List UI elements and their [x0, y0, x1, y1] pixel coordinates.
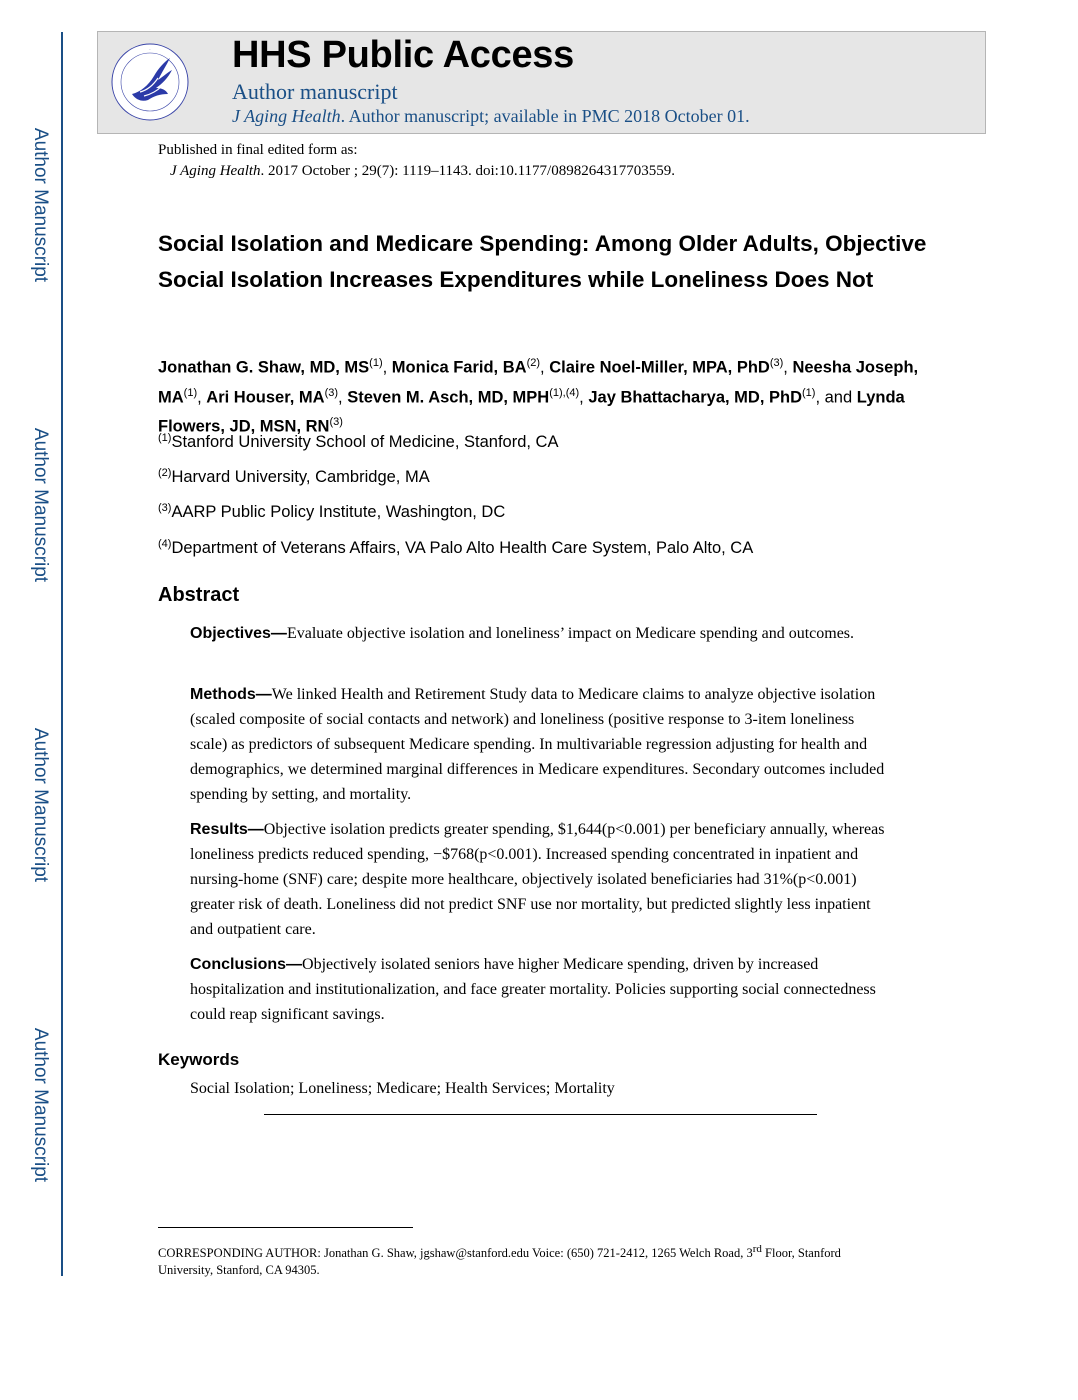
affiliation-2: $^{(2)}$Harvard University, Cambridge, MA — [158, 467, 430, 486]
author-name: Jay Bhattacharya, MD, PhD — [588, 388, 802, 406]
footnote-divider — [158, 1227, 413, 1228]
author-name: Jonathan G. Shaw, MD, MS — [158, 358, 370, 377]
published-citation: J Aging Health. 2017 October ; 29(7): 1119–1143. doi:10.1177/0898264317703559. — [170, 163, 675, 179]
author-separator: , — [338, 388, 348, 406]
author-affiliation-ref: (3) — [329, 416, 343, 428]
author-separator: , — [540, 358, 550, 377]
author-name: Ari Houser, MA — [206, 388, 325, 406]
author-name: Steven M. Asch, MD, MPH — [347, 388, 550, 406]
author-affiliation-ref: (1) — [183, 386, 198, 399]
author-list — [158, 351, 928, 440]
author-separator: , — [382, 358, 392, 377]
hhs-eagle-logo — [110, 42, 190, 122]
journal-availability: J Aging Health. Author manuscript; available in PMC 2018 October 01. — [232, 106, 750, 126]
side-label-3: Author Manuscript — [30, 727, 51, 883]
published-info — [158, 140, 675, 182]
side-label-4: Author Manuscript — [30, 1027, 51, 1183]
side-label-1: Author Manuscript — [30, 127, 51, 283]
abstract-objectives: Objectives—Evaluate objective isolation and loneliness’ impact on Medicare spending and outcomes. — [190, 625, 855, 642]
svg-text:·: · — [149, 48, 151, 53]
author-name: Monica Farid, BA — [391, 358, 527, 377]
author-affiliation-ref: (3) — [324, 386, 339, 399]
published-label: Published in final edited form as: — [158, 142, 358, 158]
author-affiliation-ref: (2) — [526, 357, 541, 369]
affiliation-3: $^{(3)}$AARP Public Policy Institute, Washington, DC — [158, 502, 506, 521]
corresponding-author-footnote: CORRESPONDING AUTHOR: Jonathan G. Shaw, jgshaw@stanford.edu Voice: (650) 721-2412, 1265 Welch Road, 3rd Floor, Stanford University, Stanford, CA 94305. — [158, 1243, 841, 1278]
abstract-results: Results—Objective isolation predicts greater spending, $1,644(p<0.001) per beneficiary annually, whereas loneliness predicts reduced spending, −$768(p<0.001). Increased spending concentrated in inpatient and nursing-home (SNF) care; despite more healthcare, objectively isolated beneficiaries had 31%(p<0.001) greater risk of death. Loneliness did not predict SNF use nor mortality, but predicted slightly less inpatient and outpatient care. — [190, 821, 885, 938]
keywords-heading: Keywords — [158, 1050, 240, 1069]
hhs-header — [97, 31, 986, 134]
author-separator: , — [579, 388, 589, 406]
affiliation-4: $^{(4)}$Department of Veterans Affairs, VA Palo Alto Health Care System, Palo Alto, CA — [158, 538, 754, 557]
author-affiliation-ref: (1) — [802, 386, 816, 399]
section-divider — [264, 1114, 817, 1115]
author-manuscript-label: Author manuscript — [232, 79, 398, 104]
author-affiliation-ref: (1),(4) — [549, 386, 580, 399]
abstract-conclusions: Conclusions—Objectively isolated seniors have higher Medicare spending, driven by increased hospitalization and institutionalization, and face greater mortality. Policies supporting social connectedness could reap significant savings. — [190, 956, 876, 1023]
margin-rule — [61, 32, 63, 1276]
article-title: Social Isolation and Medicare Spending: Among Older Adults, Objective Social Isolation Increases Expenditures while Loneliness Does Not — [158, 231, 927, 292]
author-name: Neesha Joseph, MA — [158, 358, 919, 406]
author-affiliation-ref: (1) — [369, 357, 383, 369]
side-label-2: Author Manuscript — [30, 427, 51, 583]
abstract-methods: Methods—We linked Health and Retirement Study data to Medicare claims to analyze objective isolation (scaled composite of social contacts and network) and loneliness (positive response to 3-item loneliness scale) as predictors of subsequent Medicare spending. In multivariable regression adjusting for health and demographics, we determined marginal differences in Medicare expenditures. Secondary outcomes included spending by setting, and mortality. — [190, 686, 885, 803]
author-separator: , — [197, 388, 207, 406]
affiliation-1: $^{(1)}$Stanford University School of Medicine, Stanford, CA — [158, 432, 559, 451]
keywords-list: Social Isolation; Loneliness; Medicare; Health Services; Mortality — [190, 1080, 615, 1097]
author-name: Claire Noel-Miller, MPA, PhD — [549, 358, 770, 377]
author-affiliation-ref: (3) — [769, 357, 784, 369]
abstract-heading: Abstract — [158, 584, 240, 606]
author-name: Lynda Flowers, JD, MSN, RN — [158, 388, 905, 436]
hhs-title: HHS Public Access — [232, 34, 574, 76]
author-separator: , — [783, 358, 793, 377]
author-separator: , and — [815, 388, 857, 406]
